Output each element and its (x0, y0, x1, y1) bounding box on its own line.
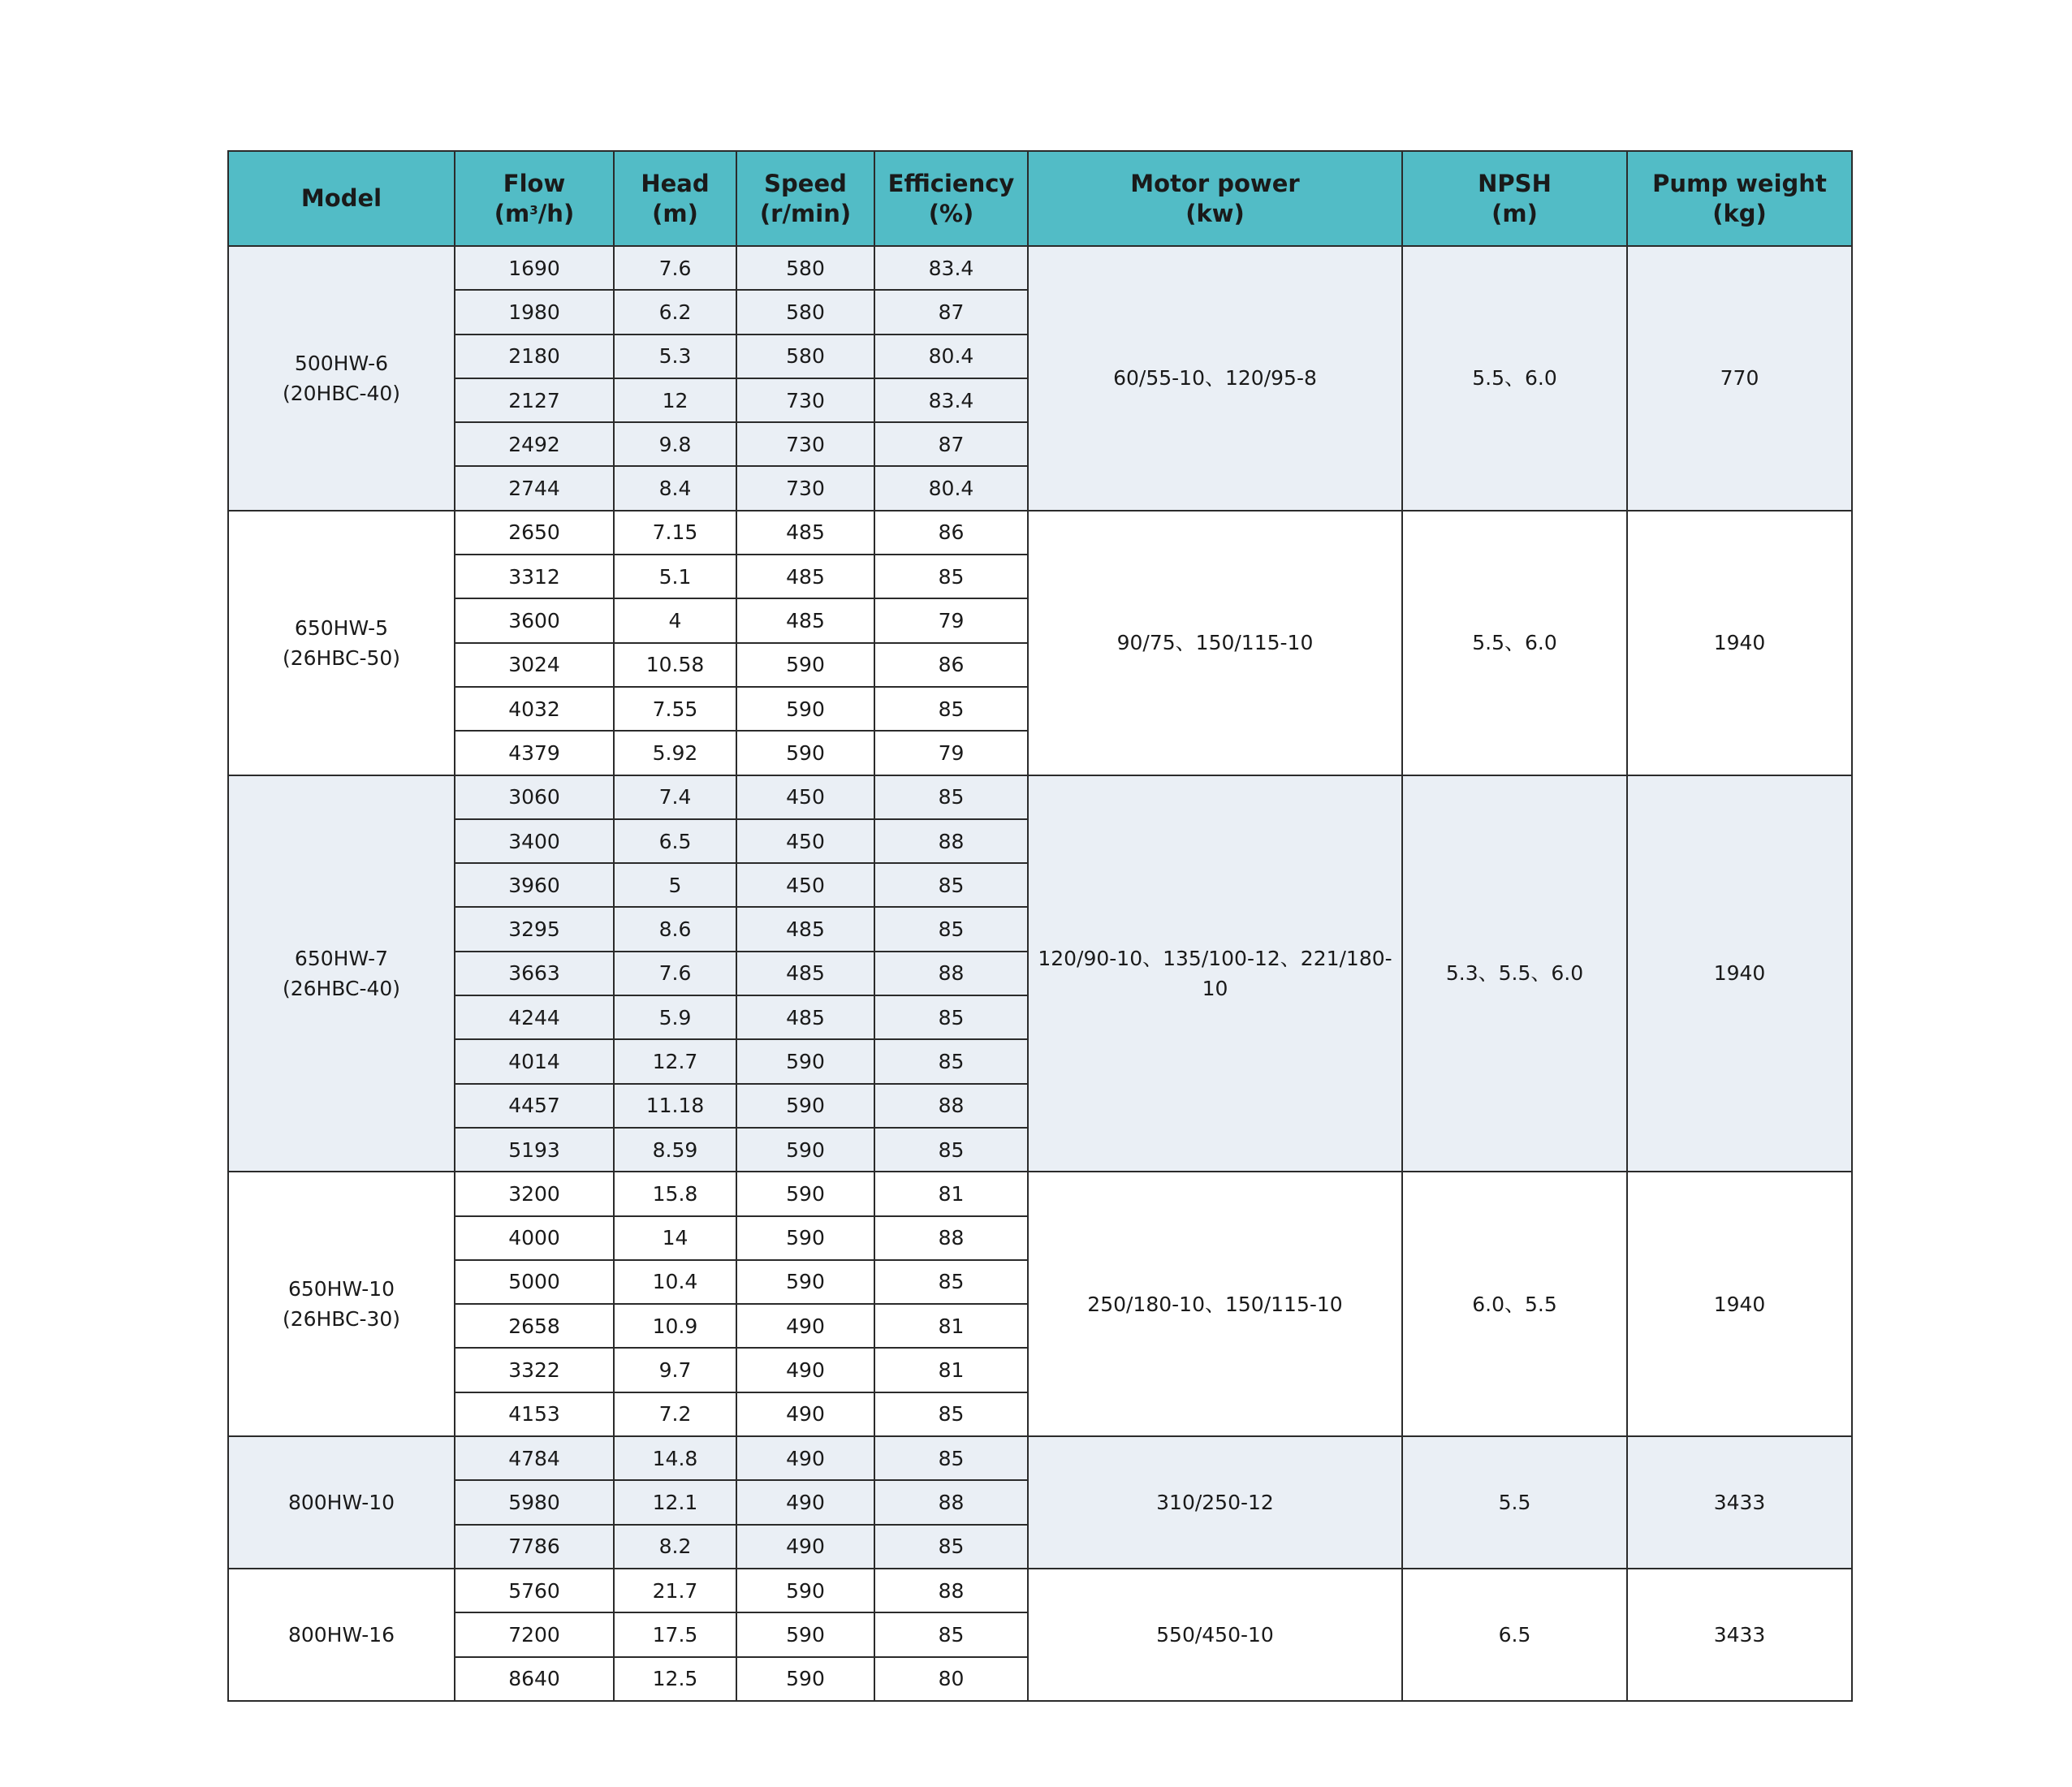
table-row (228, 246, 1852, 290)
table-header (228, 151, 1852, 246)
flow-cell: 3600 (455, 598, 614, 642)
flow-cell: 4153 (455, 1392, 614, 1436)
model-alias: (26HBC-30) (282, 1307, 401, 1332)
efficiency-cell: 88 (874, 1480, 1028, 1524)
flow-cell: 3024 (455, 643, 614, 687)
head-cell: 8.59 (614, 1128, 736, 1172)
head-cell: 12.5 (614, 1657, 736, 1701)
head-cell: 12 (614, 378, 736, 422)
column-header-unit: (kw) (1185, 199, 1245, 227)
npsh-cell: 5.5、6.0 (1402, 511, 1627, 775)
speed-cell: 485 (736, 907, 874, 951)
efficiency-cell: 85 (874, 555, 1028, 598)
column-header-pump-weight (1627, 151, 1852, 246)
model-cell (228, 1436, 455, 1569)
column-header-unit: (m) (1491, 199, 1538, 227)
flow-cell: 4014 (455, 1039, 614, 1083)
efficiency-cell: 85 (874, 1612, 1028, 1656)
efficiency-cell: 80 (874, 1657, 1028, 1701)
column-header-head (614, 151, 736, 246)
speed-cell: 590 (736, 1128, 874, 1172)
efficiency-cell: 81 (874, 1348, 1028, 1392)
column-header-unit: (kg) (1712, 199, 1767, 227)
table-row (228, 1436, 1852, 1480)
head-cell: 17.5 (614, 1612, 736, 1656)
speed-cell: 485 (736, 995, 874, 1039)
column-header-label: Head (641, 169, 710, 197)
table-row (228, 1569, 1852, 1612)
efficiency-cell: 81 (874, 1304, 1028, 1348)
efficiency-cell: 80.4 (874, 335, 1028, 378)
model-cell (228, 1569, 455, 1701)
pump-weight-cell: 1940 (1627, 775, 1852, 1172)
table-row (228, 511, 1852, 555)
head-cell: 5 (614, 863, 736, 907)
speed-cell: 590 (736, 1216, 874, 1260)
head-cell: 6.2 (614, 290, 736, 334)
head-cell: 9.7 (614, 1348, 736, 1392)
model-group (228, 775, 1852, 1172)
speed-cell: 490 (736, 1525, 874, 1569)
column-header-efficiency (874, 151, 1028, 246)
head-cell: 21.7 (614, 1569, 736, 1612)
motor-power-cell: 90/75、150/115-10 (1028, 511, 1402, 775)
model-group (228, 1172, 1852, 1436)
pump-spec-table (227, 150, 1853, 1702)
efficiency-cell: 85 (874, 1436, 1028, 1480)
head-cell: 9.8 (614, 422, 736, 466)
efficiency-cell: 86 (874, 511, 1028, 555)
model-name: 650HW-10 (287, 1277, 395, 1301)
efficiency-cell: 85 (874, 687, 1028, 731)
efficiency-cell: 83.4 (874, 246, 1028, 290)
speed-cell: 450 (736, 775, 874, 819)
flow-cell: 4784 (455, 1436, 614, 1480)
model-group (228, 1436, 1852, 1569)
model-alias: (26HBC-40) (282, 976, 401, 1000)
efficiency-cell: 85 (874, 775, 1028, 819)
column-header-speed (736, 151, 874, 246)
column-header-flow (455, 151, 614, 246)
head-cell: 5.9 (614, 995, 736, 1039)
model-name: 800HW-10 (287, 1490, 395, 1514)
npsh-cell: 5.5 (1402, 1436, 1627, 1569)
efficiency-cell: 87 (874, 422, 1028, 466)
speed-cell: 485 (736, 952, 874, 995)
efficiency-cell: 79 (874, 731, 1028, 775)
efficiency-cell: 79 (874, 598, 1028, 642)
efficiency-cell: 81 (874, 1172, 1028, 1215)
pump-weight-cell: 3433 (1627, 1569, 1852, 1701)
efficiency-cell: 88 (874, 1216, 1028, 1260)
model-alias: (26HBC-50) (282, 645, 401, 670)
efficiency-cell: 87 (874, 290, 1028, 334)
head-cell: 14 (614, 1216, 736, 1260)
flow-cell: 2492 (455, 422, 614, 466)
flow-cell: 2744 (455, 466, 614, 510)
flow-cell: 1690 (455, 246, 614, 290)
speed-cell: 590 (736, 1172, 874, 1215)
column-header-label: Flow (503, 169, 566, 197)
speed-cell: 580 (736, 290, 874, 334)
efficiency-cell: 85 (874, 1128, 1028, 1172)
table-row (228, 1172, 1852, 1215)
flow-cell: 2650 (455, 511, 614, 555)
flow-cell: 3663 (455, 952, 614, 995)
head-cell: 8.4 (614, 466, 736, 510)
head-cell: 14.8 (614, 1436, 736, 1480)
speed-cell: 485 (736, 555, 874, 598)
flow-cell: 8640 (455, 1657, 614, 1701)
head-cell: 7.4 (614, 775, 736, 819)
efficiency-cell: 85 (874, 863, 1028, 907)
column-header-label: Pump weight (1652, 169, 1827, 197)
npsh-cell: 6.5 (1402, 1569, 1627, 1701)
npsh-cell: 6.0、5.5 (1402, 1172, 1627, 1436)
speed-cell: 485 (736, 511, 874, 555)
column-header-unit: (%) (928, 199, 974, 227)
flow-cell: 4032 (455, 687, 614, 731)
speed-cell: 580 (736, 335, 874, 378)
speed-cell: 590 (736, 1260, 874, 1304)
speed-cell: 590 (736, 687, 874, 731)
speed-cell: 590 (736, 1084, 874, 1128)
flow-cell: 1980 (455, 290, 614, 334)
flow-cell: 5193 (455, 1128, 614, 1172)
speed-cell: 450 (736, 819, 874, 863)
head-cell: 8.2 (614, 1525, 736, 1569)
column-header-label: NPSH (1478, 169, 1552, 197)
speed-cell: 580 (736, 246, 874, 290)
head-cell: 11.18 (614, 1084, 736, 1128)
motor-power-cell: 60/55-10、120/95-8 (1028, 246, 1402, 511)
motor-power-cell: 310/250-12 (1028, 1436, 1402, 1569)
speed-cell: 490 (736, 1480, 874, 1524)
speed-cell: 490 (736, 1436, 874, 1480)
model-group (228, 246, 1852, 511)
column-header-unit: $(m^3/h)$ (494, 199, 575, 227)
header-row (228, 151, 1852, 246)
speed-cell: 590 (736, 1039, 874, 1083)
column-header-motor-power (1028, 151, 1402, 246)
speed-cell: 590 (736, 1569, 874, 1612)
efficiency-cell: 80.4 (874, 466, 1028, 510)
flow-cell: 7200 (455, 1612, 614, 1656)
column-header-label: Motor power (1130, 169, 1300, 197)
model-cell (228, 246, 455, 511)
head-cell: 12.7 (614, 1039, 736, 1083)
speed-cell: 490 (736, 1392, 874, 1436)
efficiency-cell: 83.4 (874, 378, 1028, 422)
flow-cell: 2658 (455, 1304, 614, 1348)
head-cell: 7.6 (614, 952, 736, 995)
head-cell: 10.58 (614, 643, 736, 687)
head-cell: 6.5 (614, 819, 736, 863)
efficiency-cell: 85 (874, 1525, 1028, 1569)
head-cell: 12.1 (614, 1480, 736, 1524)
pump-weight-cell: 1940 (1627, 1172, 1852, 1436)
flow-cell: 3322 (455, 1348, 614, 1392)
model-name: 650HW-7 (294, 946, 389, 970)
flow-cell: 5000 (455, 1260, 614, 1304)
column-header-model (228, 151, 455, 246)
flow-cell: 3960 (455, 863, 614, 907)
head-cell: 10.4 (614, 1260, 736, 1304)
head-cell: 5.92 (614, 731, 736, 775)
speed-cell: 730 (736, 422, 874, 466)
pump-weight-cell: 1940 (1627, 511, 1852, 775)
head-cell: 5.1 (614, 555, 736, 598)
model-cell (228, 1172, 455, 1436)
motor-power-cell: 250/180-10、150/115-10 (1028, 1172, 1402, 1436)
model-name: 650HW-5 (294, 615, 389, 640)
efficiency-cell: 88 (874, 1084, 1028, 1128)
flow-cell: 3312 (455, 555, 614, 598)
model-cell (228, 775, 455, 1172)
flow-cell: 3060 (455, 775, 614, 819)
column-header-unit: (r/min) (759, 199, 852, 227)
motor-power-cell: 120/90-10、135/100-12、221/180-10 (1028, 775, 1402, 1172)
speed-cell: 490 (736, 1304, 874, 1348)
head-cell: 10.9 (614, 1304, 736, 1348)
head-cell: 7.6 (614, 246, 736, 290)
npsh-cell: 5.3、5.5、6.0 (1402, 775, 1627, 1172)
speed-cell: 590 (736, 1657, 874, 1701)
motor-power-cell: 550/450-10 (1028, 1569, 1402, 1701)
head-cell: 5.3 (614, 335, 736, 378)
speed-cell: 590 (736, 1612, 874, 1656)
head-cell: 15.8 (614, 1172, 736, 1215)
flow-cell: 4457 (455, 1084, 614, 1128)
flow-cell: 3295 (455, 907, 614, 951)
head-cell: 7.2 (614, 1392, 736, 1436)
speed-cell: 730 (736, 378, 874, 422)
table-row (228, 775, 1852, 819)
pump-weight-cell: 3433 (1627, 1436, 1852, 1569)
model-cell (228, 511, 455, 775)
flow-cell: 4000 (455, 1216, 614, 1260)
model-group (228, 511, 1852, 775)
speed-cell: 730 (736, 466, 874, 510)
speed-cell: 590 (736, 643, 874, 687)
column-header-unit: (m) (652, 199, 698, 227)
efficiency-cell: 85 (874, 1039, 1028, 1083)
column-header-label: Model (300, 184, 382, 212)
column-header-label: Speed (764, 169, 847, 197)
column-header-label: Efficiency (887, 169, 1015, 197)
model-group (228, 1569, 1852, 1701)
head-cell: 7.55 (614, 687, 736, 731)
pump-weight-cell: 770 (1627, 246, 1852, 511)
model-alias: (20HBC-40) (282, 381, 401, 405)
speed-cell: 485 (736, 598, 874, 642)
flow-cell: 5760 (455, 1569, 614, 1612)
head-cell: 8.6 (614, 907, 736, 951)
npsh-cell: 5.5、6.0 (1402, 246, 1627, 511)
head-cell: 7.15 (614, 511, 736, 555)
model-name: 500HW-6 (294, 351, 389, 375)
efficiency-cell: 86 (874, 643, 1028, 687)
efficiency-cell: 88 (874, 1569, 1028, 1612)
flow-cell: 4244 (455, 995, 614, 1039)
efficiency-cell: 85 (874, 995, 1028, 1039)
speed-cell: 450 (736, 863, 874, 907)
flow-cell: 3400 (455, 819, 614, 863)
flow-cell: 3200 (455, 1172, 614, 1215)
efficiency-cell: 85 (874, 907, 1028, 951)
flow-cell: 2180 (455, 335, 614, 378)
efficiency-cell: 85 (874, 1260, 1028, 1304)
flow-cell: 5980 (455, 1480, 614, 1524)
column-header-npsh (1402, 151, 1627, 246)
efficiency-cell: 88 (874, 819, 1028, 863)
flow-cell: 4379 (455, 731, 614, 775)
flow-cell: 2127 (455, 378, 614, 422)
speed-cell: 490 (736, 1348, 874, 1392)
flow-cell: 7786 (455, 1525, 614, 1569)
speed-cell: 590 (736, 731, 874, 775)
model-name: 800HW-16 (287, 1622, 395, 1647)
head-cell: 4 (614, 598, 736, 642)
efficiency-cell: 85 (874, 1392, 1028, 1436)
efficiency-cell: 88 (874, 952, 1028, 995)
